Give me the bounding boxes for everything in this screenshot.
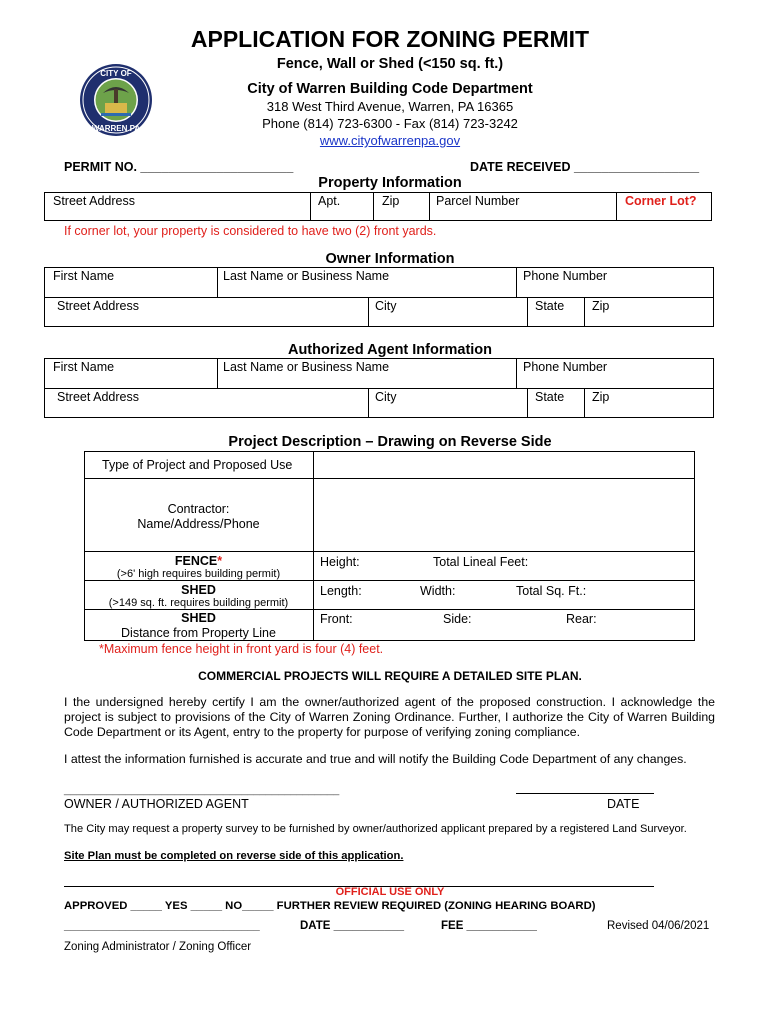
property-street-address-field[interactable]: Street Address	[53, 194, 135, 208]
permit-number[interactable]: PERMIT NO. ______________________	[64, 160, 294, 174]
owner-last-name-field[interactable]: Last Name or Business Name	[223, 269, 390, 283]
official-date-line[interactable]: DATE ___________	[300, 920, 404, 932]
corner-lot-note: If corner lot, your property is considered to have two (2) front yards.	[64, 224, 437, 238]
owner-street-address-field[interactable]: Street Address	[57, 299, 139, 313]
owner-section-title: Owner Information	[325, 251, 455, 267]
agent-city-field[interactable]: City	[375, 390, 397, 404]
property-zip-field[interactable]: Zip	[382, 194, 400, 208]
shed-distance-label: SHED	[181, 611, 216, 625]
distance-front-field[interactable]: Front:	[320, 612, 353, 626]
certify-paragraph: I the undersigned hereby certify I am the owner/authorized agent of the proposed construction. I acknowledge the project is subject to provisions of the City of Warren Zoning Ordinance. Further, I authorize the City of Warren Building Code Department or its Agent, entry to the property for purpose of verifying zoning compliance.	[64, 695, 715, 739]
agent-phone-field[interactable]: Phone Number	[523, 360, 608, 374]
shed-total-sqft-field[interactable]: Total Sq. Ft.:	[516, 584, 587, 598]
contractor-label-line1: Contractor:	[167, 502, 230, 516]
site-plan-notice: Site Plan must be completed on reverse side of this application.	[64, 850, 404, 862]
date-signature-line[interactable]	[516, 793, 654, 794]
distance-from-property-line-label: Distance from Property Line	[121, 626, 276, 640]
fence-note: (>6' high requires building permit)	[116, 568, 281, 580]
fence-label-text: FENCE	[174, 554, 218, 568]
fence-label	[85, 554, 312, 568]
project-type-field[interactable]	[315, 452, 693, 477]
page-title: APPLICATION FOR ZONING PERMIT	[190, 26, 590, 52]
department-address: 318 West Third Avenue, Warren, PA 16365	[266, 99, 514, 114]
owner-city-field[interactable]: City	[375, 299, 397, 313]
shed-length-field[interactable]: Length:	[320, 584, 362, 598]
max-fence-note: *Maximum fence height in front yard is four (4) feet.	[99, 642, 384, 656]
owner-first-name-field[interactable]: First Name	[53, 269, 115, 283]
contractor-field[interactable]	[315, 479, 693, 550]
official-use-label: OFFICIAL USE ONLY	[335, 886, 445, 898]
department-name: City of Warren Building Code Department	[247, 81, 533, 97]
official-fee-line[interactable]: FEE ___________	[441, 920, 537, 932]
survey-notice: The City may request a property survey to be furnished by owner/authorized applicant prepared by a registered Land Surveyor.	[64, 823, 687, 835]
administrator-signature-line[interactable]: ________________________________	[64, 920, 260, 932]
agent-state-field[interactable]: State	[535, 390, 565, 404]
agent-first-name-field[interactable]: First Name	[53, 360, 115, 374]
commercial-notice: COMMERCIAL PROJECTS WILL REQUIRE A DETAILED SITE PLAN.	[198, 669, 582, 683]
fence-asterisk: *	[217, 554, 223, 568]
contractor-label	[85, 502, 312, 532]
revised-date: Revised 04/06/2021	[607, 920, 710, 932]
agent-section-title: Authorized Agent Information	[287, 342, 493, 358]
agent-street-address-field[interactable]: Street Address	[57, 390, 139, 404]
fence-height-field[interactable]: Height:	[320, 555, 360, 569]
property-section-title: Property Information	[318, 175, 462, 191]
property-apt-field[interactable]: Apt.	[318, 194, 341, 208]
svg-text:WARREN PA: WARREN PA	[91, 124, 141, 133]
property-parcel-field[interactable]: Parcel Number	[436, 194, 520, 208]
project-section-title: Project Description – Drawing on Reverse Side	[228, 434, 552, 450]
distance-rear-field[interactable]: Rear:	[566, 612, 597, 626]
project-type-label: Type of Project and Proposed Use	[102, 458, 293, 472]
agent-zip-field[interactable]: Zip	[592, 390, 610, 404]
contractor-label-line2: Name/Address/Phone	[137, 517, 260, 531]
page-subtitle: Fence, Wall or Shed (<150 sq. ft.)	[276, 56, 504, 72]
shed-label: SHED	[181, 583, 216, 597]
owner-zip-field[interactable]: Zip	[592, 299, 610, 313]
agent-last-name-field[interactable]: Last Name or Business Name	[223, 360, 390, 374]
date-received[interactable]: DATE RECEIVED __________________	[470, 160, 700, 174]
administrator-label: Zoning Administrator / Zoning Officer	[64, 941, 252, 953]
shed-width-field[interactable]: Width:	[420, 584, 456, 598]
owner-state-field[interactable]: State	[535, 299, 565, 313]
property-table	[44, 192, 712, 221]
department-phone: Phone (814) 723-6300 - Fax (814) 723-3242	[262, 116, 518, 131]
shed-note: (>149 sq. ft. requires building permit)	[108, 597, 289, 609]
department-website	[100, 133, 680, 148]
attest-paragraph: I attest the information furnished is accurate and true and will notify the Building Code Department of any changes.	[64, 752, 687, 766]
corner-lot-field[interactable]: Corner Lot?	[625, 194, 697, 208]
fence-total-lineal-feet-field[interactable]: Total Lineal Feet:	[433, 555, 529, 569]
signature-date-label: DATE	[607, 797, 640, 811]
approval-line[interactable]: APPROVED _____ YES _____ NO_____ FURTHER REVIEW REQUIRED (ZONING HEARING BOARD)	[64, 900, 596, 912]
website-link[interactable]: www.cityofwarrenpa.gov	[319, 133, 461, 148]
owner-phone-field[interactable]: Phone Number	[523, 269, 608, 283]
svg-text:CITY OF: CITY OF	[100, 69, 132, 78]
owner-signature-line[interactable]: _____________________________________________	[64, 784, 340, 796]
distance-side-field[interactable]: Side:	[443, 612, 472, 626]
owner-agent-label: OWNER / AUTHORIZED AGENT	[64, 797, 249, 811]
